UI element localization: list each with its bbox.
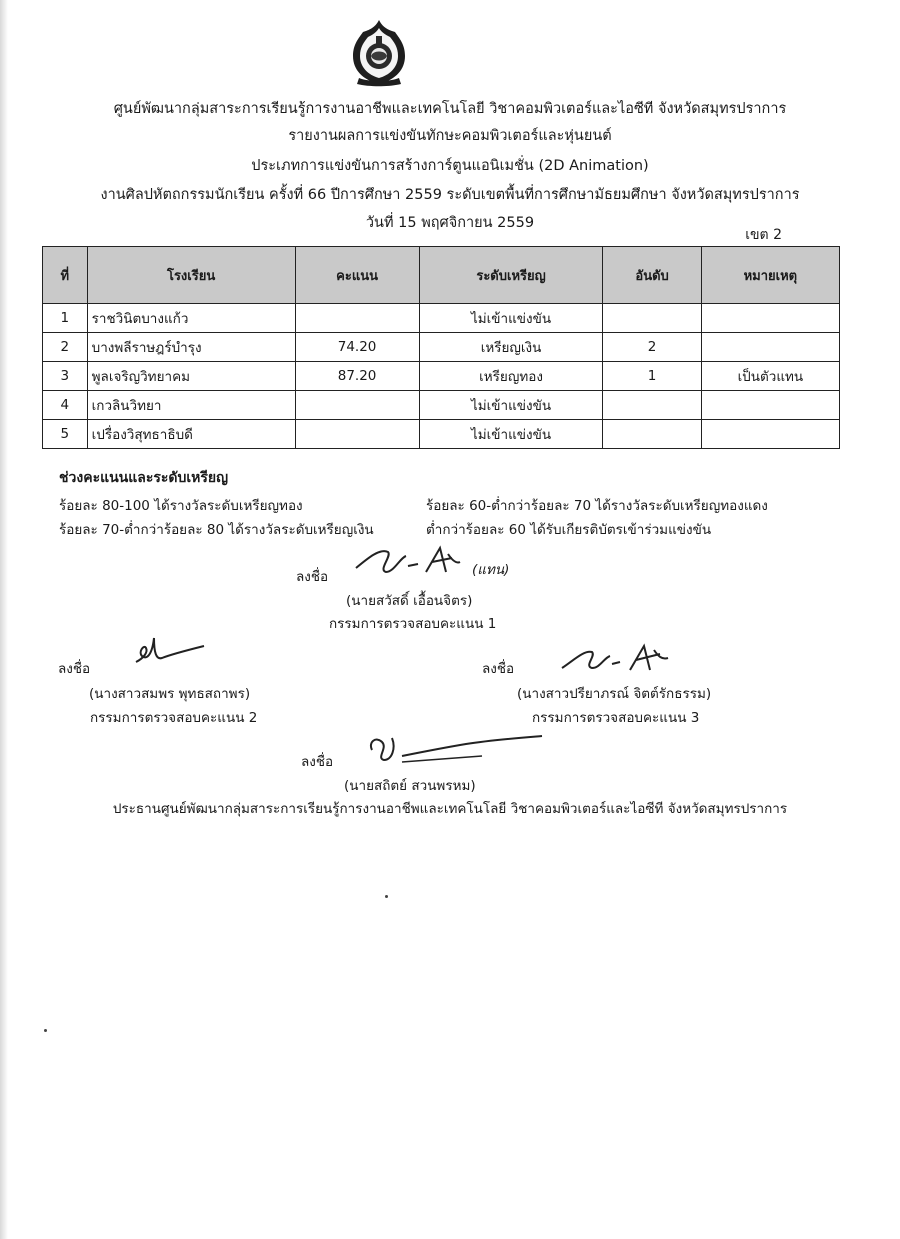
cell-score bbox=[295, 391, 419, 420]
sign-label-2: ลงชื่อ bbox=[58, 661, 91, 677]
cell-note bbox=[701, 304, 839, 333]
cell-medal: ไม่เข้าแข่งขัน bbox=[419, 391, 603, 420]
emblem-seal-icon bbox=[349, 18, 409, 88]
cell-rank bbox=[603, 391, 701, 420]
cell-note: เป็นตัวแทน bbox=[701, 362, 839, 391]
table-row bbox=[43, 391, 840, 420]
zone-label: เขต 2 bbox=[745, 227, 782, 243]
header-line-5-date: วันที่ 15 พฤศจิกายน 2559 bbox=[365, 215, 535, 231]
cell-no: 5 bbox=[43, 420, 88, 449]
cell-rank: 2 bbox=[603, 333, 701, 362]
cell-score: 87.20 bbox=[295, 362, 419, 391]
signature-3-icon bbox=[556, 640, 686, 676]
signature-2-icon bbox=[130, 632, 220, 672]
signer-2-name: (นางสาวสมพร พุทธสถาพร) bbox=[89, 686, 251, 702]
signer-2-role: กรรมการตรวจสอบคะแนน 2 bbox=[90, 710, 258, 726]
criteria-silver: ร้อยละ 70-ต่ำกว่าร้อยละ 80 ได้รางวัลระดับเหรียญเงิน bbox=[59, 522, 374, 538]
signature-1-handnote: (แทน) bbox=[472, 562, 510, 578]
table-row bbox=[43, 333, 840, 362]
signer-1-name: (นายสวัสดิ์ เอื้อนจิตร) bbox=[346, 593, 473, 609]
col-header-note: หมายเหตุ bbox=[701, 247, 839, 304]
col-header-score: คะแนน bbox=[295, 247, 419, 304]
criteria-gold: ร้อยละ 80-100 ได้รางวัลระดับเหรียญทอง bbox=[59, 498, 303, 514]
col-header-no: ที่ bbox=[43, 247, 88, 304]
criteria-title: ช่วงคะแนนและระดับเหรียญ bbox=[59, 470, 229, 486]
cell-medal: เหรียญเงิน bbox=[419, 333, 603, 362]
sign-label-4: ลงชื่อ bbox=[301, 754, 334, 770]
header-line-1: ศูนย์พัฒนากลุ่มสาระการเรียนรู้การงานอาชีพและเทคโนโลยี วิชาคอมพิวเตอร์และไอซีที จังหวัดสมุทรปราการ bbox=[113, 101, 787, 117]
cell-school: เปรื่องวิสุทธาธิบดี bbox=[87, 420, 295, 449]
cell-school: พูลเจริญวิทยาคม bbox=[87, 362, 295, 391]
cell-no: 3 bbox=[43, 362, 88, 391]
header-line-4: งานศิลปหัตถกรรมนักเรียน ครั้งที่ 66 ปีการศึกษา 2559 ระดับเขตพื้นที่การศึกษามัธยมศึกษา จังหวัดสมุทรปราการ bbox=[100, 187, 800, 203]
table-row bbox=[43, 362, 840, 391]
cell-no: 4 bbox=[43, 391, 88, 420]
col-header-medal: ระดับเหรียญ bbox=[419, 247, 603, 304]
signer-1-role: กรรมการตรวจสอบคะแนน 1 bbox=[329, 616, 497, 632]
cell-rank bbox=[603, 420, 701, 449]
table-row bbox=[43, 420, 840, 449]
cell-medal: ไม่เข้าแข่งขัน bbox=[419, 304, 603, 333]
header-line-3: ประเภทการแข่งขันการสร้างการ์ตูนแอนิเมชั่น (2D Animation) bbox=[251, 158, 649, 174]
cell-school: ราชวินิตบางแก้ว bbox=[87, 304, 295, 333]
signer-4-role: ประธานศูนย์พัฒนากลุ่มสาระการเรียนรู้การงานอาชีพและเทคโนโลยี วิชาคอมพิวเตอร์และไอซีที จังหวัดสมุทรปราการ bbox=[112, 801, 788, 817]
signer-3-role: กรรมการตรวจสอบคะแนน 3 bbox=[532, 710, 700, 726]
signature-4-icon bbox=[362, 728, 552, 768]
header-line-2: รายงานผลการแข่งขันทักษะคอมพิวเตอร์และหุ่นยนต์ bbox=[288, 128, 612, 144]
signer-4-name: (นายสถิตย์ สวนพรหม) bbox=[344, 778, 476, 794]
cell-rank bbox=[603, 304, 701, 333]
cell-score: 74.20 bbox=[295, 333, 419, 362]
cell-score bbox=[295, 420, 419, 449]
col-header-rank: อันดับ bbox=[603, 247, 701, 304]
cell-score bbox=[295, 304, 419, 333]
cell-note bbox=[701, 333, 839, 362]
cell-school: เกวลินวิทยา bbox=[87, 391, 295, 420]
cell-no: 2 bbox=[43, 333, 88, 362]
signer-3-name: (นางสาวปรียาภรณ์ จิตต์รักธรรม) bbox=[517, 686, 712, 702]
cell-medal: เหรียญทอง bbox=[419, 362, 603, 391]
sign-label-1: ลงชื่อ bbox=[296, 569, 329, 585]
cell-rank: 1 bbox=[603, 362, 701, 391]
sign-label-3: ลงชื่อ bbox=[482, 661, 515, 677]
cell-medal: ไม่เข้าแข่งขัน bbox=[419, 420, 603, 449]
results-table bbox=[42, 246, 840, 449]
table-row bbox=[43, 304, 840, 333]
cell-note bbox=[701, 391, 839, 420]
cell-no: 1 bbox=[43, 304, 88, 333]
table-header-row bbox=[43, 247, 840, 304]
cell-note bbox=[701, 420, 839, 449]
cell-school: บางพลีราษฎร์บำรุง bbox=[87, 333, 295, 362]
col-header-school: โรงเรียน bbox=[87, 247, 295, 304]
scan-speck bbox=[44, 1029, 47, 1032]
criteria-participation: ต่ำกว่าร้อยละ 60 ได้รับเกียรติบัตรเข้าร่วมแข่งขัน bbox=[426, 522, 712, 538]
criteria-bronze: ร้อยละ 60-ต่ำกว่าร้อยละ 70 ได้รางวัลระดับเหรียญทองแดง bbox=[426, 498, 768, 514]
scan-speck bbox=[385, 895, 388, 898]
